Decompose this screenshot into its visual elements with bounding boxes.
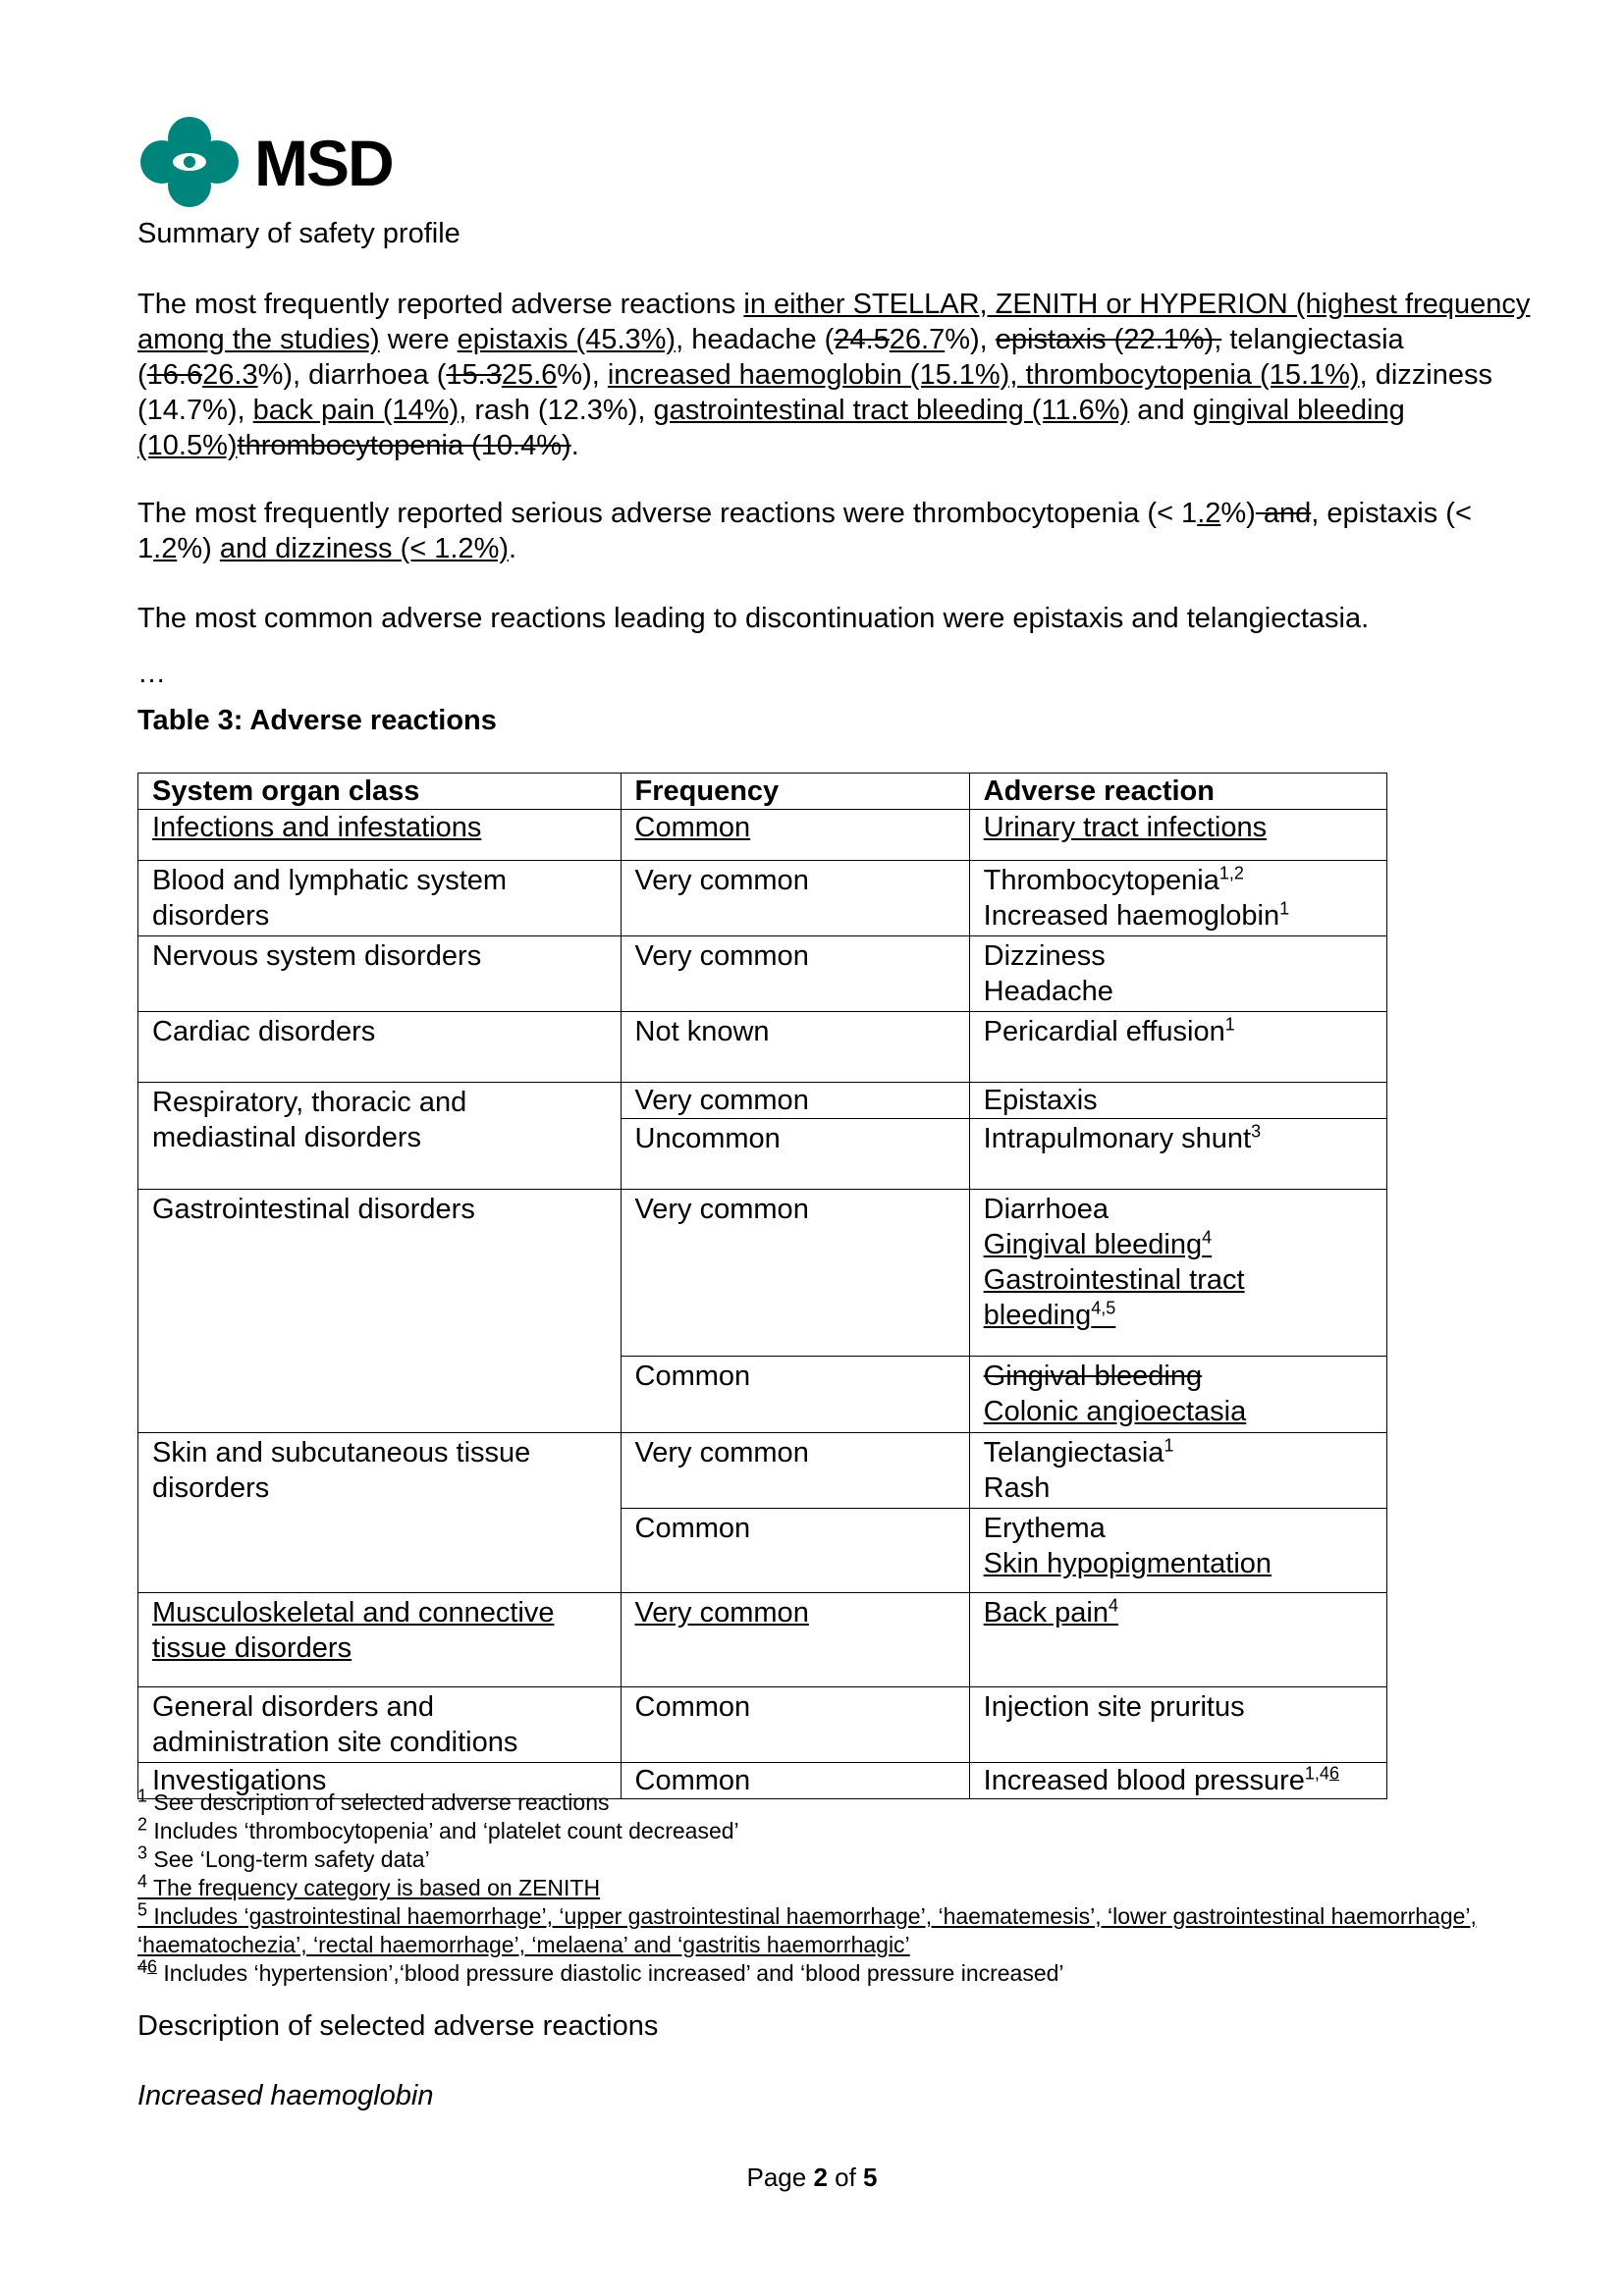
frequency-cell: Common: [634, 812, 751, 843]
soc-cell: Nervous system disorders: [138, 936, 622, 1012]
soc-cell: General disorders and administration site conditions: [138, 1687, 622, 1763]
table-row: [138, 1190, 1387, 1357]
soc-cell: Blood and lymphatic system disorders: [138, 861, 622, 936]
reaction-cell: Pericardial effusion$^1$: [969, 1012, 1386, 1083]
table-row: [138, 861, 1387, 936]
logo-text: MSD: [254, 127, 393, 199]
frequency-cell: Uncommon: [621, 1119, 969, 1190]
reaction-cell: Urinary tract infections: [983, 812, 1268, 843]
soc-cell: Investigations: [138, 1763, 622, 1799]
header-system-organ-class: System organ class: [138, 774, 622, 810]
header-frequency: Frequency: [621, 774, 969, 810]
footnote-2: $^2$ Includes ‘thrombocytopenia’ and ‘platelet count decreased’: [137, 1814, 739, 1843]
frequency-cell: Common: [621, 1763, 969, 1799]
paragraph-discontinuation: The most common adverse reactions leading to discontinuation were epistaxis and telangiectasia.: [137, 603, 1370, 634]
frequency-cell: Very common: [621, 936, 969, 1012]
reaction-cell: Diarrhoea Gingival bleeding$^4$ Gastrointestinal tract bleeding$^{4,5}$: [969, 1190, 1386, 1357]
soc-cell: Musculoskeletal and connective tissue disorders: [138, 1593, 622, 1687]
reaction-cell: Injection site pruritus: [969, 1687, 1386, 1763]
table-header-row: [138, 774, 1387, 810]
soc-cell: Respiratory, thoracic and mediastinal disorders: [138, 1083, 622, 1190]
frequency-cell: Very common: [621, 1083, 969, 1119]
section-heading-description: Description of selected adverse reactions: [137, 2010, 659, 2042]
ellipsis: …: [137, 658, 166, 689]
frequency-cell: Very common: [621, 1190, 969, 1357]
table-row: [138, 1433, 1387, 1509]
footnote-5: $^5$ Includes ‘gastrointestinal haemorrhage’, ‘upper gastrointestinal haemorrhage’, ‘haematemesis’, ‘lower gastrointestinal haemorrhage’, ‘haematochezia’, ‘rectal haemorrhage’, ‘melaena’ and ‘gastritis haemorrhagic’: [137, 1899, 1477, 1957]
table-row: [138, 1012, 1387, 1083]
frequency-cell: Common: [621, 1509, 969, 1593]
current-page-number: 2: [813, 2163, 828, 2192]
soc-cell: Cardiac disorders: [138, 1012, 622, 1083]
paragraph-serious-reactions: The most frequently reported serious adverse reactions were thrombocytopenia (< 1.2%) and, epistaxis (< 1.2%) and dizziness (< 1.2%).: [137, 498, 1472, 564]
table-row: [138, 1083, 1387, 1119]
frequency-cell: Very common: [621, 1593, 969, 1687]
adverse-reactions-table: [137, 773, 1387, 1799]
subheading-increased-haemoglobin: Increased haemoglobin: [137, 2080, 434, 2111]
table-row: [138, 1687, 1387, 1763]
reaction-cell: Erythema Skin hypopigmentation: [969, 1509, 1386, 1593]
reaction-cell: Dizziness Headache: [969, 936, 1386, 1012]
frequency-cell: Very common: [621, 1433, 969, 1509]
paragraph-most-frequent-reactions: The most frequently reported adverse reactions in either STELLAR, ZENITH or HYPERION (highest frequency among the studies) were epistaxis (45.3%), headache (24.526.7%), epistaxis (22.1%), telangiectasia (16.626.3%), diarrhoea (15.325.6%), increased haemoglobin (15.1%), thrombocytopenia (15.1%), dizziness (14.7%), back pain (14%), rash (12.3%), gastrointestinal tract bleeding (11.6%) and gingival bleeding (10.5%)thrombocytopenia (10.4%).: [137, 289, 1531, 461]
footnote-1: $^1$ See description of selected adverse reactions: [137, 1786, 610, 1815]
frequency-cell: Common: [621, 1687, 969, 1763]
soc-cell: Gastrointestinal disorders: [138, 1190, 622, 1433]
footnote-3: $^3$ See ‘Long-term safety data’: [137, 1842, 430, 1872]
frequency-cell: Very common: [621, 861, 969, 936]
frequency-cell: Common: [621, 1357, 969, 1433]
frequency-cell: Not known: [621, 1012, 969, 1083]
reaction-cell: Back pain$^4$: [969, 1593, 1386, 1687]
reaction-cell: Epistaxis: [969, 1083, 1386, 1119]
reaction-cell: Thrombocytopenia$^{1,2}$ Increased haemoglobin$^1$: [969, 861, 1386, 936]
table-row: [138, 1593, 1387, 1687]
soc-cell: Skin and subcutaneous tissue disorders: [138, 1433, 622, 1593]
msd-logo: [138, 113, 399, 211]
total-pages-number: 5: [863, 2163, 878, 2192]
header-adverse-reaction: Adverse reaction: [969, 774, 1386, 810]
footnote-6: $^{46}$ Includes ‘hypertension’,‘blood pressure diastolic increased’ and ‘blood pressure increased’: [137, 1956, 1064, 1986]
footnote-4: $^4$ The frequency category is based on ZENITH: [137, 1871, 601, 1900]
table-row: [138, 810, 1387, 861]
page-footer: Page 2 of 5: [746, 2163, 878, 2192]
reaction-cell: Telangiectasia$^1$ Rash: [969, 1433, 1386, 1509]
table-row: [138, 936, 1387, 1012]
reaction-cell: Gingival bleeding Colonic angioectasia: [969, 1357, 1386, 1433]
reaction-cell: Increased blood pressure$^{1,46}$: [969, 1763, 1386, 1799]
section-heading-summary: Summary of safety profile: [137, 218, 460, 249]
reaction-cell: Intrapulmonary shunt$^3$: [969, 1119, 1386, 1190]
soc-cell: Infections and infestations: [152, 812, 482, 843]
msd-logo-mark-icon: [138, 113, 242, 211]
table-title: Table 3: Adverse reactions: [137, 705, 497, 736]
